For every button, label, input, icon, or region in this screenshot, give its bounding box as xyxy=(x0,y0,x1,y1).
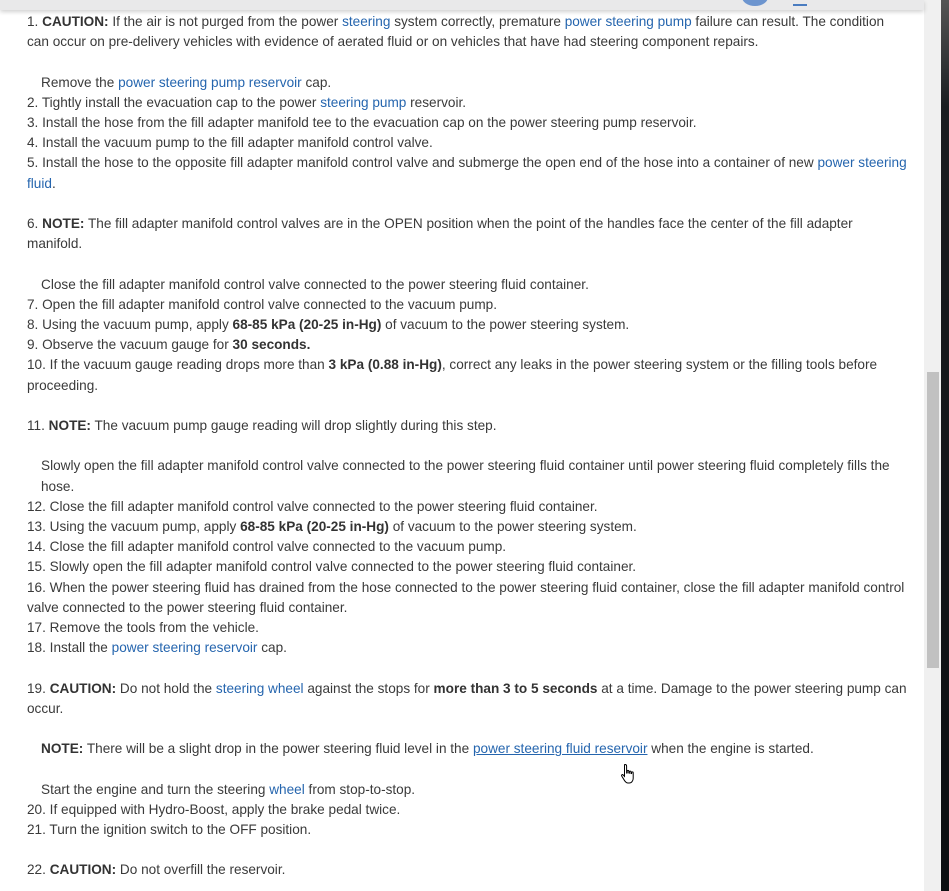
step-text: 2. Tightly install the evacuation cap to the power xyxy=(27,94,321,110)
step-text: 9. Observe the vacuum gauge for xyxy=(27,337,233,353)
spacer xyxy=(27,52,907,72)
step-text: 14. Close the fill adapter manifold control valve connected to the vacuum pump. xyxy=(27,539,507,555)
step-text: 13. Using the vacuum pump, apply xyxy=(27,519,241,534)
procedure-step xyxy=(27,557,907,577)
hand-cursor-icon xyxy=(620,763,638,787)
bold-text: NOTE: xyxy=(41,741,84,757)
step-text: 4. Install the vacuum pump to the fill adapter manifold control valve. xyxy=(27,135,433,151)
step-text: cap. xyxy=(301,74,332,90)
window-edge xyxy=(941,0,949,891)
procedure-step xyxy=(27,739,907,759)
procedure-step xyxy=(27,73,907,93)
bold-text: more than 3 to 5 seconds xyxy=(433,680,598,696)
spacer xyxy=(27,254,907,274)
procedure-step xyxy=(27,416,907,436)
glossary-link[interactable]: steering pump xyxy=(320,94,407,110)
step-text: The vacuum pump gauge reading will drop slightly during this step. xyxy=(90,418,497,433)
spacer xyxy=(27,396,907,416)
procedure-step xyxy=(27,456,907,496)
procedure-step xyxy=(27,93,907,113)
step-text: from stop-to-stop. xyxy=(304,781,416,797)
bold-text: 3 kPa (0.88 in-Hg) xyxy=(328,357,442,373)
step-text: 1. xyxy=(27,14,43,29)
step-text: system correctly, premature xyxy=(390,14,565,29)
glossary-link[interactable]: wheel xyxy=(269,781,305,797)
spacer xyxy=(27,658,907,678)
procedure-step xyxy=(27,578,907,618)
step-text: 15. Slowly open the fill adapter manifold control valve connected to the power steering fluid container. xyxy=(27,559,637,575)
glossary-link[interactable]: power steering fluid reservoir xyxy=(472,741,648,757)
step-text: 17. Remove the tools from the vehicle. xyxy=(27,620,259,636)
procedure-step xyxy=(27,12,907,52)
step-text: 6. xyxy=(27,216,43,231)
step-text: at a time. Damage to the power steering pump can occur. xyxy=(27,680,907,716)
procedure-step xyxy=(27,618,907,638)
procedure-step xyxy=(27,497,907,517)
step-text: Close the fill adapter manifold control valve connected to the power steering fluid container. xyxy=(41,276,589,292)
procedure-step xyxy=(27,113,907,133)
bold-text: 30 seconds. xyxy=(232,337,311,353)
step-text: The fill adapter manifold control valves are in the OPEN position when the point of the handles face the center of the fill adapter manifold. xyxy=(27,216,853,252)
procedure-step xyxy=(27,295,907,315)
procedure-step xyxy=(27,214,907,254)
top-toolbar xyxy=(0,0,924,10)
step-text: of vacuum to the power steering system. xyxy=(388,519,637,534)
procedure-step xyxy=(27,153,907,193)
step-text: . xyxy=(51,175,56,191)
procedure-step xyxy=(27,537,907,557)
toolbar-icon[interactable] xyxy=(793,0,807,6)
bold-text: 68-85 kPa (20-25 in-Hg) xyxy=(232,317,382,332)
glossary-link[interactable]: power steering pump reservoir xyxy=(118,74,302,90)
bold-text: NOTE: xyxy=(48,418,91,433)
glossary-link[interactable]: steering xyxy=(342,14,391,29)
step-text: , correct any leaks in the power steering system or the filling tools before proceeding. xyxy=(27,357,878,393)
procedure-step xyxy=(27,860,907,880)
step-text: 8. Using the vacuum pump, apply xyxy=(27,317,233,332)
scrollbar-thumb[interactable] xyxy=(927,372,939,668)
bold-text: NOTE: xyxy=(42,216,85,231)
step-text: when the engine is started. xyxy=(647,741,814,757)
step-text: of vacuum to the power steering system. xyxy=(381,317,630,332)
step-text: 5. Install the hose to the opposite fill adapter manifold control valve and submerge the open end of the hose into a container of new xyxy=(27,155,818,171)
step-text: Do not overfill the reservoir. xyxy=(116,862,286,878)
procedure-step xyxy=(27,638,907,658)
step-text: There will be a slight drop in the power steering fluid level in the xyxy=(83,741,473,757)
step-text: Slowly open the fill adapter manifold control valve connected to the power steering fluid container until power steering fluid completely fills the hose. xyxy=(41,458,890,494)
spacer xyxy=(27,840,907,860)
glossary-link[interactable]: power steering pump xyxy=(564,14,692,29)
step-text: Start the engine and turn the steering xyxy=(41,781,270,797)
step-text: Do not hold the xyxy=(116,680,216,696)
step-text: 18. Install the xyxy=(27,640,112,656)
step-text: against the stops for xyxy=(303,680,434,696)
step-text: Remove the xyxy=(41,74,119,90)
spacer xyxy=(27,759,907,779)
step-text: cap. xyxy=(257,640,287,656)
glossary-link[interactable]: power steering fluid xyxy=(27,155,907,191)
bold-text: CAUTION: xyxy=(49,862,117,878)
glossary-link[interactable]: steering wheel xyxy=(215,680,304,696)
avatar-icon[interactable] xyxy=(742,0,768,6)
procedure-step xyxy=(27,517,907,537)
step-text: 19. xyxy=(27,680,50,696)
procedure-step xyxy=(27,679,907,719)
bold-text: CAUTION: xyxy=(42,14,109,29)
procedure-content xyxy=(27,12,907,881)
procedure-step xyxy=(27,800,907,820)
procedure-step xyxy=(27,780,907,800)
step-text: 21. Turn the ignition switch to the OFF position. xyxy=(27,822,312,837)
step-text: reservoir. xyxy=(406,94,467,110)
step-text: 22. xyxy=(27,862,50,878)
bold-text: CAUTION: xyxy=(49,680,117,696)
step-text: 20. If equipped with Hydro-Boost, apply the brake pedal twice. xyxy=(27,801,401,817)
step-text: 16. When the power steering fluid has drained from the hose connected to the power steering fluid container, close the fill adapter manifold control valve connected to the power steering fluid container. xyxy=(27,579,905,615)
step-text: 11. xyxy=(27,418,49,433)
step-text: 12. Close the fill adapter manifold control valve connected to the power steering fluid container. xyxy=(27,498,598,514)
procedure-step xyxy=(27,133,907,153)
step-text: If the air is not purged from the power xyxy=(108,14,343,29)
procedure-step xyxy=(27,820,907,840)
vertical-scrollbar[interactable] xyxy=(924,0,941,891)
step-text: 10. If the vacuum gauge reading drops more than xyxy=(27,357,329,373)
step-text: 3. Install the hose from the fill adapter manifold tee to the evacuation cap on the power steering pump reservoir. xyxy=(27,115,697,130)
bold-text: 68-85 kPa (20-25 in-Hg) xyxy=(240,519,389,534)
procedure-step xyxy=(27,315,907,335)
spacer xyxy=(27,719,907,739)
procedure-step xyxy=(27,275,907,295)
step-text: 7. Open the fill adapter manifold control valve connected to the vacuum pump. xyxy=(27,296,498,312)
spacer xyxy=(27,194,907,214)
step-text: failure can result. The condition can occur on pre-delivery vehicles with evidence of aerated fluid or on vehicles that have had steering component repairs. xyxy=(27,14,885,50)
spacer xyxy=(27,436,907,456)
procedure-step xyxy=(27,335,907,355)
glossary-link[interactable]: power steering reservoir xyxy=(111,640,258,656)
procedure-step xyxy=(27,355,907,395)
